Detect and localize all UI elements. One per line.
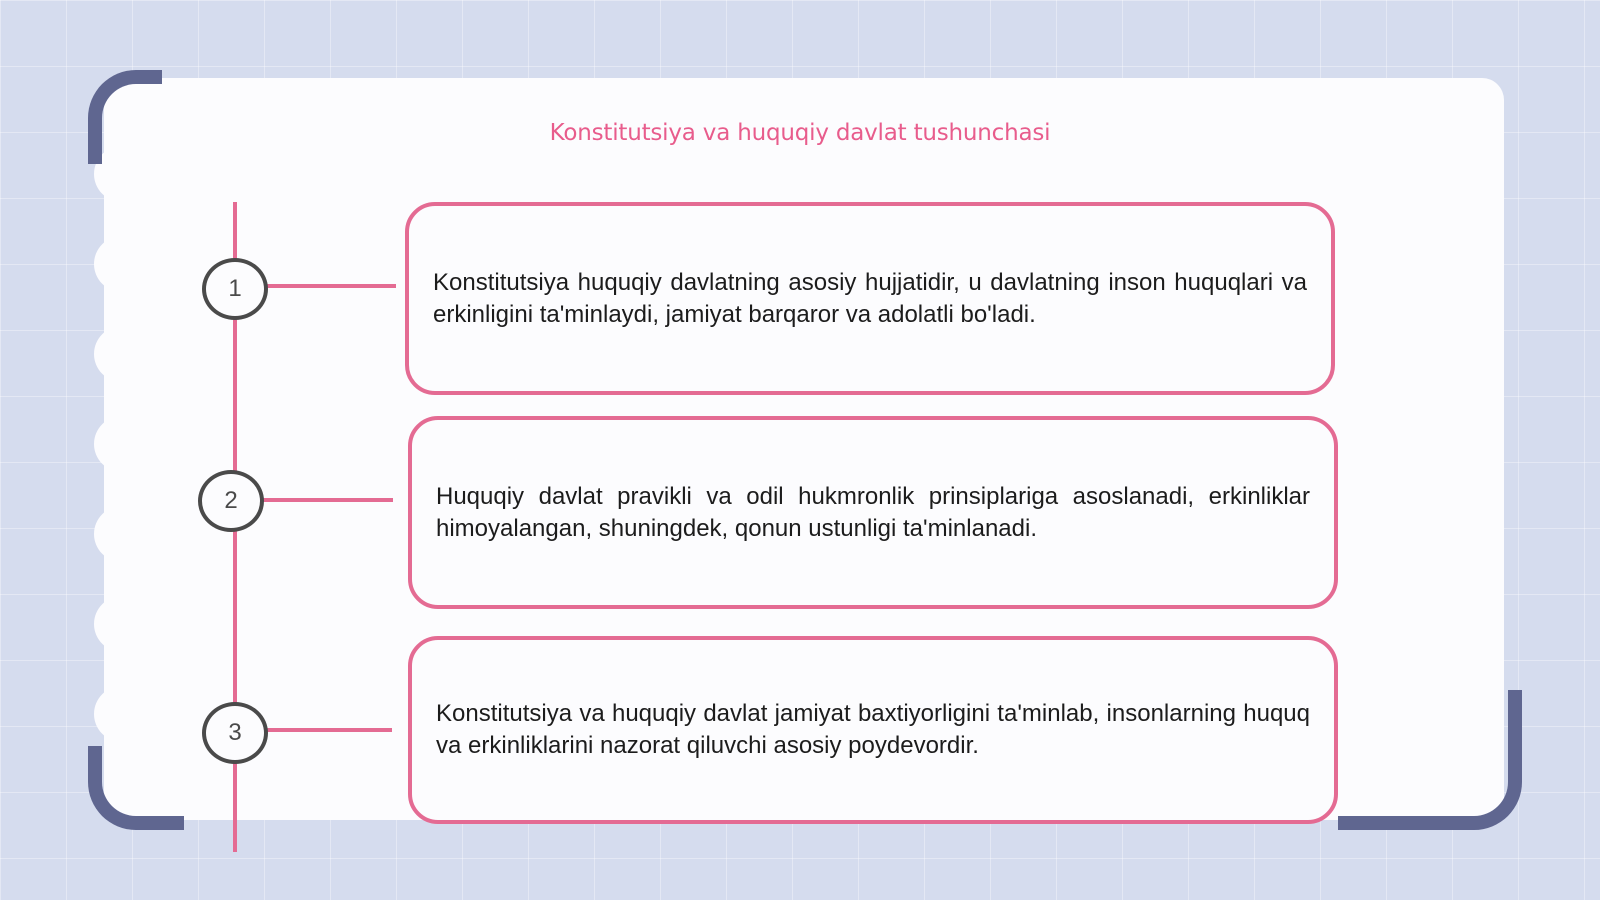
timeline-text: Konstitutsiya huquqiy davlatning asosiy hujjatidir, u davlatning inson huquqlari va erkinligini ta'minlaydi, jamiyat barqaror va adolatli bo'ladi. [433,268,1307,328]
timeline-text: Konstitutsiya va huquqiy davlat jamiyat baxtiyorligini ta'minlab, insonlarning huquq va erkinliklarini nazorat qiluvchi asosiy poydevordir. [436,700,1310,759]
timeline-connector [266,728,392,732]
corner-bracket-bottom-left [88,746,184,830]
timeline-text: Huquqiy davlat pravikli va odil hukmronlik prinsiplariga asoslanadi, erkinliklar himoyalangan, shuningdek, qonun ustunligi ta'minlanadi. [436,482,1310,542]
step-number-2: 2 [198,470,264,532]
timeline-connector [263,498,393,502]
timeline-text-box [405,202,1335,395]
timeline-text-box [408,416,1338,609]
slide-title: Konstitutsiya va huquqiy davlat tushunchasi [549,120,1051,146]
corner-bracket-top-left [88,70,162,164]
timeline-connector [266,284,396,288]
corner-bracket-bottom-right [1338,690,1522,830]
step-number-3: 3 [202,702,268,764]
timeline-text-box [408,636,1338,824]
step-number-1: 1 [202,258,268,320]
